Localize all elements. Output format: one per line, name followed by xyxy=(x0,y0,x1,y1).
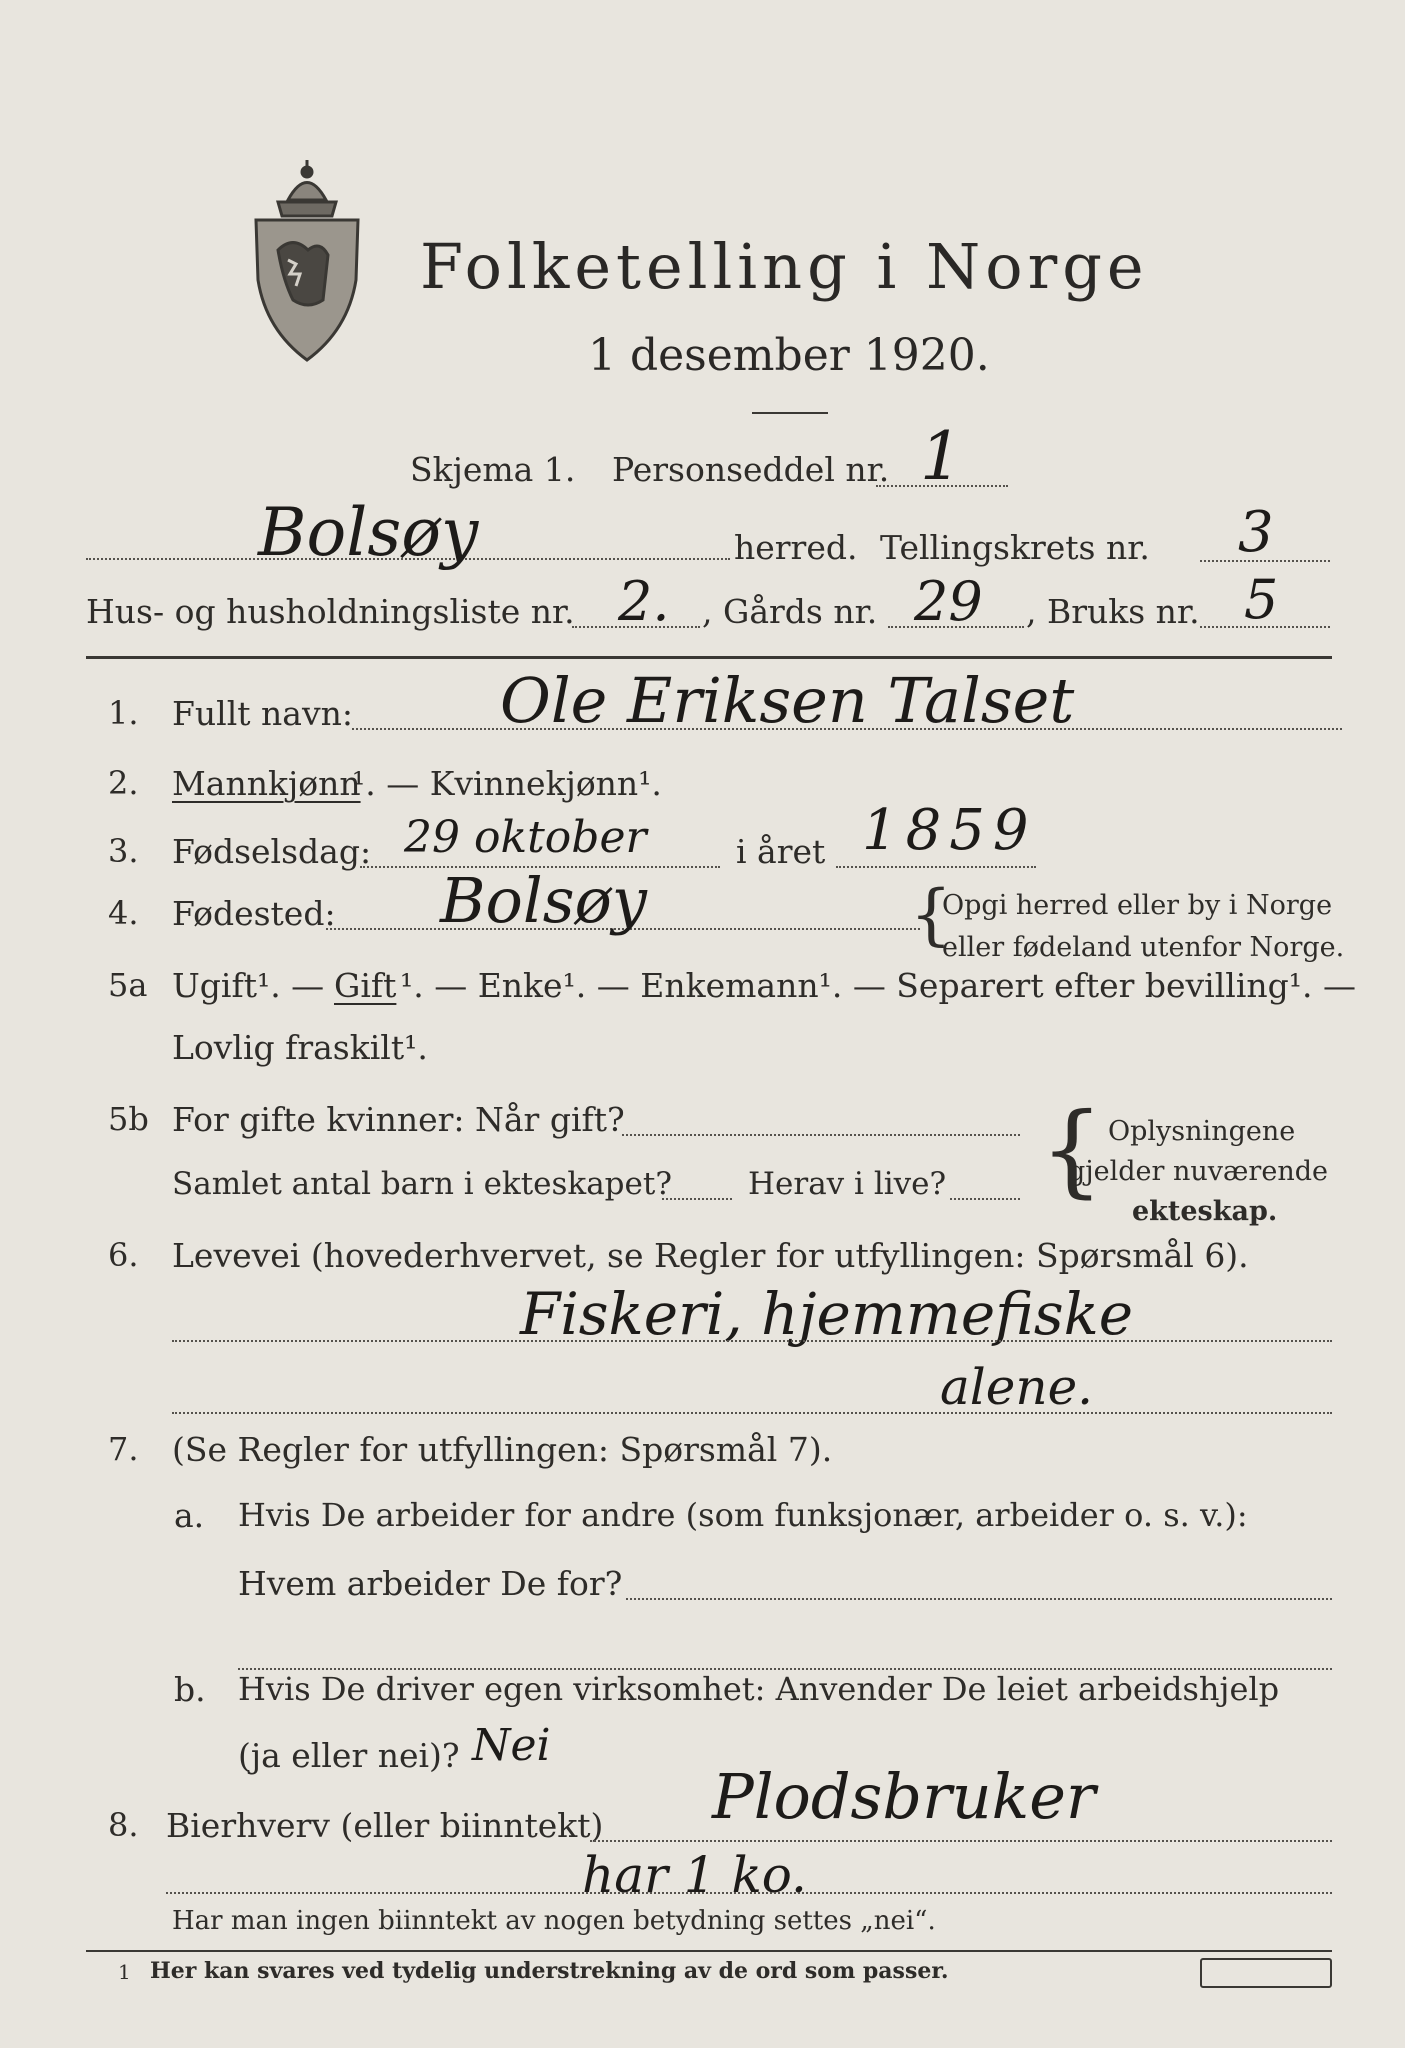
q6-field-line2 xyxy=(172,1412,1332,1414)
gards-value[interactable]: 29 xyxy=(914,570,983,633)
q7b-yesno-value[interactable]: Nei xyxy=(472,1720,551,1771)
q1-number: 1. xyxy=(108,694,139,732)
coat-of-arms-icon xyxy=(248,160,366,370)
q4-brace: { xyxy=(910,876,952,953)
q3-number: 3. xyxy=(108,832,139,870)
personseddel-label: Personseddel nr. xyxy=(612,450,890,489)
bleed-through-text xyxy=(520,118,528,146)
tellingskrets-label: Tellingskrets nr. xyxy=(880,528,1150,567)
q8-note: Har man ingen biinntekt av nogen betydning settes „nei“. xyxy=(172,1906,936,1936)
q6-label: Levevei (hovederhvervet, se Regler for utfyllingen: Spørsmål 6). xyxy=(172,1236,1249,1275)
q8-field-line1 xyxy=(590,1840,1332,1842)
q5b-note-line2: gjelder nuværende xyxy=(1068,1156,1328,1187)
schema-label: Skjema 1. xyxy=(410,450,576,489)
q7a-employer-label: Hvem arbeider De for? xyxy=(238,1564,623,1603)
q2-number: 2. xyxy=(108,764,139,802)
tellingskrets-value[interactable]: 3 xyxy=(1238,500,1274,565)
q5b-note-line3: ekteskap. xyxy=(1132,1196,1278,1227)
q3-year-field-line xyxy=(836,866,1036,868)
q7b-label: Hvis De driver egen virksomhet: Anvender De leiet arbeidshjelp xyxy=(238,1670,1280,1708)
q1-label: Fullt navn: xyxy=(172,694,353,733)
form-title: Folketelling i Norge xyxy=(420,230,1149,303)
q3-year-value[interactable]: 1859 xyxy=(862,798,1037,863)
q4-number: 4. xyxy=(108,894,139,932)
q4-birthplace-value[interactable]: Bolsøy xyxy=(440,864,647,937)
q7b-letter: b. xyxy=(174,1670,206,1709)
q6-occupation-value-line1[interactable]: Fiskeri, hjemmefiske xyxy=(520,1280,1134,1348)
personseddel-value[interactable]: 1 xyxy=(920,418,962,495)
q8-secondary-income-value-line1[interactable]: Plodsbruker xyxy=(712,1760,1096,1833)
q5b-number: 5b xyxy=(108,1100,149,1138)
q5a-number: 5a xyxy=(108,966,148,1004)
q7a-letter: a. xyxy=(174,1496,205,1535)
q6-occupation-value-line2[interactable]: alene. xyxy=(940,1358,1094,1416)
q5a-married-option[interactable]: Gift xyxy=(334,966,397,1005)
q5b-when-field-line xyxy=(622,1134,1020,1136)
hus-value[interactable]: 2. xyxy=(618,570,670,633)
q8-label: Bierhverv (eller biinntekt) xyxy=(166,1806,604,1845)
q5a-other-options: ¹. — Enke¹. — Enkemann¹. — Separert efter bevilling¹. — xyxy=(400,966,1356,1005)
q5b-brace: { xyxy=(1040,1091,1104,1208)
printer-stamp xyxy=(1200,1958,1332,1988)
q5b-alive-label: Herav i live? xyxy=(748,1166,947,1202)
q3-year-label: i året xyxy=(736,832,826,871)
q7-number: 7. xyxy=(108,1430,139,1468)
census-date: 1 desember 1920. xyxy=(588,330,990,381)
q7a-field-line1 xyxy=(626,1598,1332,1600)
q1-full-name-value[interactable]: Ole Eriksen Talset xyxy=(500,664,1075,737)
herred-value[interactable]: Bolsøy xyxy=(258,494,479,571)
q5b-children-field-line xyxy=(662,1198,732,1200)
q4-label: Fødested: xyxy=(172,894,336,933)
hus-label: Hus- og husholdningsliste nr. xyxy=(86,592,575,631)
q3-birthday-value[interactable]: 29 oktober xyxy=(404,812,647,863)
title-divider xyxy=(752,412,828,414)
footnote-mark: 1 xyxy=(118,1960,131,1984)
q8-field-line2 xyxy=(166,1892,1332,1894)
gards-label: , Gårds nr. xyxy=(702,592,878,631)
herred-label: herred. xyxy=(734,528,858,567)
q2-male-option[interactable]: Mannkjønn xyxy=(172,764,361,803)
q8-secondary-income-value-line2[interactable]: har 1 ko. xyxy=(582,1846,807,1904)
q7a-label: Hvis De arbeider for andre (som funksjonær, arbeider o. s. v.): xyxy=(238,1496,1248,1534)
header-separator xyxy=(86,656,1332,659)
q4-note-line2: eller fødeland utenfor Norge. xyxy=(942,932,1345,963)
q6-field-line1 xyxy=(172,1340,1332,1342)
q2-female-option: ¹. — Kvinnekjønn¹. xyxy=(352,764,662,803)
q4-note-line1: Opgi herred eller by i Norge xyxy=(942,890,1333,921)
q3-label: Fødselsdag: xyxy=(172,832,372,871)
footnote-text: Her kan svares ved tydelig understrekning av de ord som passer. xyxy=(150,1958,949,1984)
q6-number: 6. xyxy=(108,1236,139,1274)
q5b-note-line1: Oplysningene xyxy=(1108,1116,1296,1147)
q8-number: 8. xyxy=(108,1806,139,1844)
bruks-label: , Bruks nr. xyxy=(1026,592,1200,631)
q5a-divorced-option[interactable]: Lovlig fraskilt¹. xyxy=(172,1028,428,1067)
q7b-yesno-label: (ja eller nei)? xyxy=(238,1736,460,1775)
q5b-alive-field-line xyxy=(950,1198,1020,1200)
q5b-children-label: Samlet antal barn i ekteskapet? xyxy=(172,1166,672,1202)
bruks-value[interactable]: 5 xyxy=(1244,568,1279,631)
q5a-unmarried-option[interactable]: Ugift¹. — xyxy=(172,966,325,1005)
footnote-separator xyxy=(86,1950,1332,1952)
q7-label: (Se Regler for utfyllingen: Spørsmål 7). xyxy=(172,1430,833,1469)
q5b-label: For gifte kvinner: Når gift? xyxy=(172,1100,625,1139)
